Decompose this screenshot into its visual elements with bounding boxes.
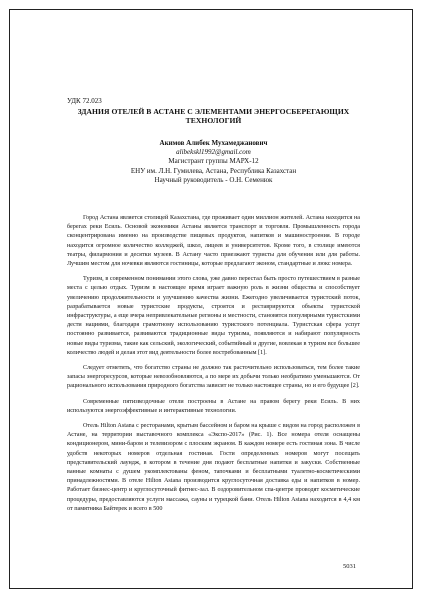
supervisor: Научный руководитель - О.Н. Семенюк bbox=[154, 175, 273, 184]
body-text bbox=[67, 214, 360, 520]
title-line-1: ЗДАНИЯ ОТЕЛЕЙ В АСТАНЕ С ЭЛЕМЕНТАМИ ЭНЕРГОСБЕРЕГАЮЩИХ bbox=[77, 107, 350, 116]
udc-code: УДК 72.023 bbox=[67, 97, 102, 105]
page-number: 5031 bbox=[343, 563, 356, 570]
author-email[interactable]: alibekskl1992@gmail.com bbox=[176, 148, 251, 157]
paper-title bbox=[67, 107, 360, 125]
author-affiliation: ЕНУ им. Л.Н. Гумилева, Астана, Республика Казахстан bbox=[130, 166, 297, 175]
paragraph-1: Город Астана является столицей Казахстана, где проживает один миллион жителей. Астана находится на берегах реки Есиль. Основой экономики Астаны является транспорт и торговля. Промышленность города сконцентрирована именно на производстве пищевых продуктов, напитков и машиностроения. В городе находится огромное количество колледжей, школ, лицеев и университетов. Кроме того, в столице имеются театры, филармония и десятки музеев. В Астану часто приезжают туристы для обучения или для работы. Лучшим местом для ночевки являются гостиницы, которые предлагают эконом, стандартные и люкс номера. bbox=[67, 215, 360, 268]
paragraph-4: Современные пятизвездочные отели построены в Астане на правом берегу реки Есиль. В них используются энергоэффективные и интерактивные технологии. bbox=[67, 398, 360, 414]
author-position: Магистрант группы МАРХ-12 bbox=[168, 157, 259, 166]
paragraph-2: Туризм, в современном понимании этого слова, уже давно перестал быть просто путешествием в разные места с целью отдых. Туризм в настоящее время играет важную роль в жизни общества и способствует увеличению продолжительности и улучшению качества жизни. Ежегодно увеличивается туристский поток, разрабатывается новые туристские продукты, строятся и реставрируются объекты туристской инфраструктуры, а еще вчера непривлекательные регионы и местности, становятся популярными туристскими дести нациями, благодаря грамотному использованию туристского потенциала. Туристская сфера успут постоянно развивается, развиваются традиционные виды туризма, появляются и набирают популярность новые виды туризма, такие как сельский, экологический, событийный и другие, вовлекая в туризм все большее количество людей и делая этот вид деятельности более востребованным [1]. bbox=[67, 276, 360, 356]
paragraph-3: Следует отметить, что богатство страны не должно так расточительно использоваться, тем более такие запасы энергоресурсов, которые невозобновляются, а по мере их добычи только необратимо уменьшаются. От рационального использования природного богатства зависит не только настоящее страны, но и его будущее [2]. bbox=[67, 365, 360, 390]
author-block bbox=[67, 139, 360, 185]
paragraph-5: Отель Hilton Astana с ресторанами, крытым бассейном и баром на крыше с видом на город расположен в Астане, на территории выставочного комплекса «Экспо-2017» (Рис. 1). Все номера отеля оснащены кондиционером, мини-баром и телевизором с плоским экраном. В каждом номере есть гостиная зона. В числе удобств некоторых номеров отдельная гостиная. Гости определенных номеров могут посещать представительский лаундж, в котором в течение дня подают бесплатные напитки и закуски. Собственные ванные комнаты с душем укомплектованы феном, тапочками и бесплатными туалетно-косметическими принадлежностями. В отеле Hilton Astana производится круглосуточная доставка еды и напитков в номер. Работает бизнес-центр и круглосуточный фитнес-зал. В оздоровительном спа-центре проводят косметические процедуры, предоставляются услуги массажа, сауны и турецкой бани. Отель Hilton Astana находится в 4,4 км от памятника Байтерек и всего в 500 bbox=[67, 423, 360, 512]
title-line-2: ТЕХНОЛОГИЙ bbox=[185, 116, 242, 125]
author-name: Акимов Алибек Мухамеджанович bbox=[159, 139, 268, 147]
